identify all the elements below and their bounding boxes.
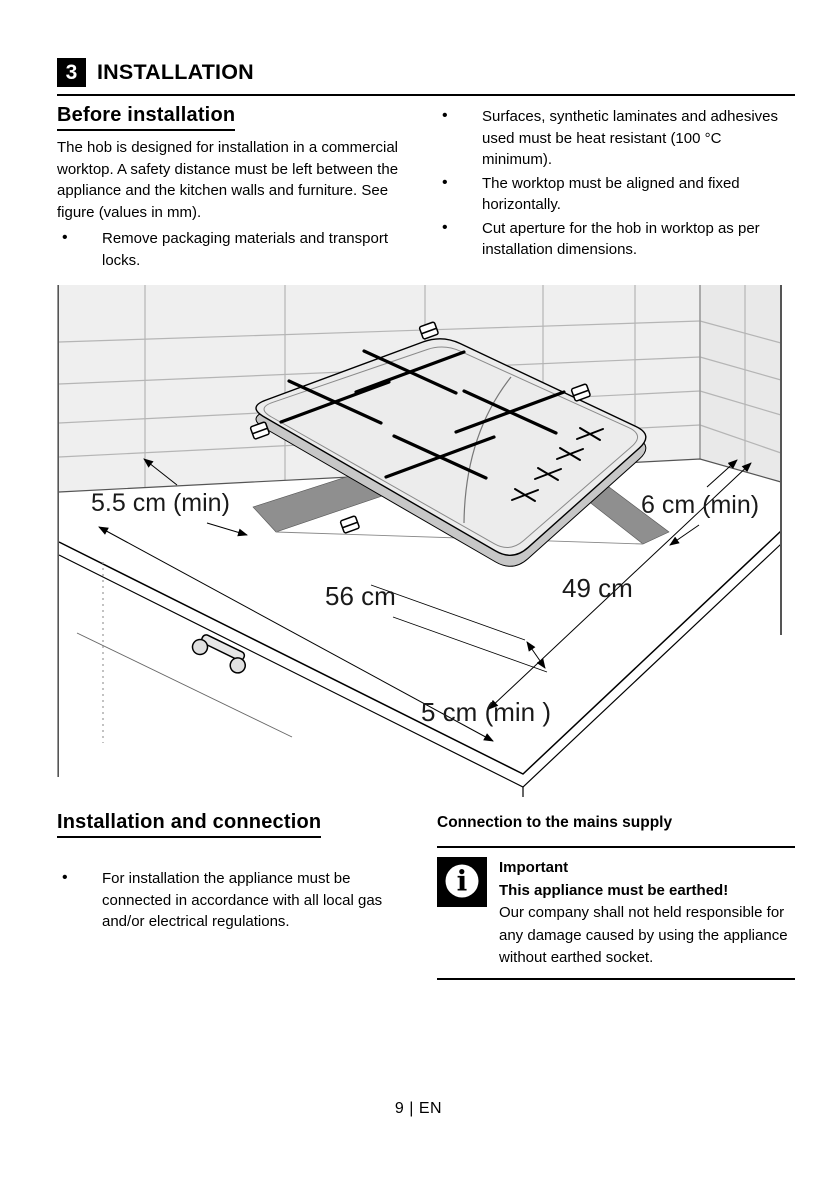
dimension-label-aperture-depth: 49 cm — [562, 573, 633, 603]
header-rule — [57, 94, 795, 96]
important-top-rule — [437, 846, 795, 848]
list-item: • Surfaces, synthetic laminates and adhesives used must be heat resistant (100 °C minimum). — [437, 106, 795, 171]
installation-notes-list — [437, 106, 795, 261]
page-footer: 9 | EN — [394, 1100, 443, 1117]
list-item: • Remove packaging materials and transport locks. — [57, 228, 407, 271]
mains-supply-column — [437, 811, 795, 980]
drawer-handle — [190, 631, 251, 675]
installation-connection-heading: Installation and connection — [57, 811, 321, 838]
important-emphasis: This appliance must be earthed! — [499, 881, 729, 899]
list-item: • The worktop must be aligned and fixed horizontally. — [437, 173, 795, 216]
installation-connection-column — [57, 811, 407, 980]
list-item: • For installation the appliance must be connected in accordance with all local gas and/or electrical regulations. — [57, 868, 407, 933]
important-text-block — [499, 857, 795, 970]
important-notice — [437, 857, 795, 970]
dimension-label-aperture-width: 56 cm — [325, 581, 396, 611]
installation-notes-column — [437, 104, 795, 273]
bottom-columns — [57, 811, 795, 980]
dimension-label-right-clearance: 6 cm (min) — [641, 491, 760, 519]
before-installation-list — [57, 228, 407, 271]
info-icon — [437, 857, 487, 912]
before-installation-column — [57, 104, 407, 273]
before-installation-paragraph: The hob is designed for installation in a commercial worktop. A safety distance must be left between the appliance and the kitchen walls and furniture. See figure (values in mm). — [57, 139, 399, 221]
before-installation-heading: Before installation — [57, 104, 235, 131]
section-number-badge: 3 — [57, 58, 86, 87]
installation-diagram — [57, 285, 783, 797]
mains-supply-heading: Connection to the mains supply — [437, 814, 673, 831]
important-title: Important — [499, 859, 569, 876]
installation-connection-list — [57, 868, 407, 933]
info-icon-glyph: i — [456, 864, 468, 898]
top-columns — [57, 104, 795, 273]
dimension-label-left-clearance: 5.5 cm (min) — [91, 489, 230, 517]
installation-figure — [57, 285, 783, 797]
section-title: INSTALLATION — [97, 60, 254, 84]
important-bottom-rule — [437, 978, 795, 980]
section-header — [57, 58, 795, 87]
list-item: • Cut aperture for the hob in worktop as per installation dimensions. — [437, 218, 795, 261]
dimension-label-front-clearance: 5 cm (min ) — [421, 697, 551, 727]
important-body: Our company shall not held responsible for any damage caused by using the appliance without earthed socket. — [499, 904, 788, 966]
